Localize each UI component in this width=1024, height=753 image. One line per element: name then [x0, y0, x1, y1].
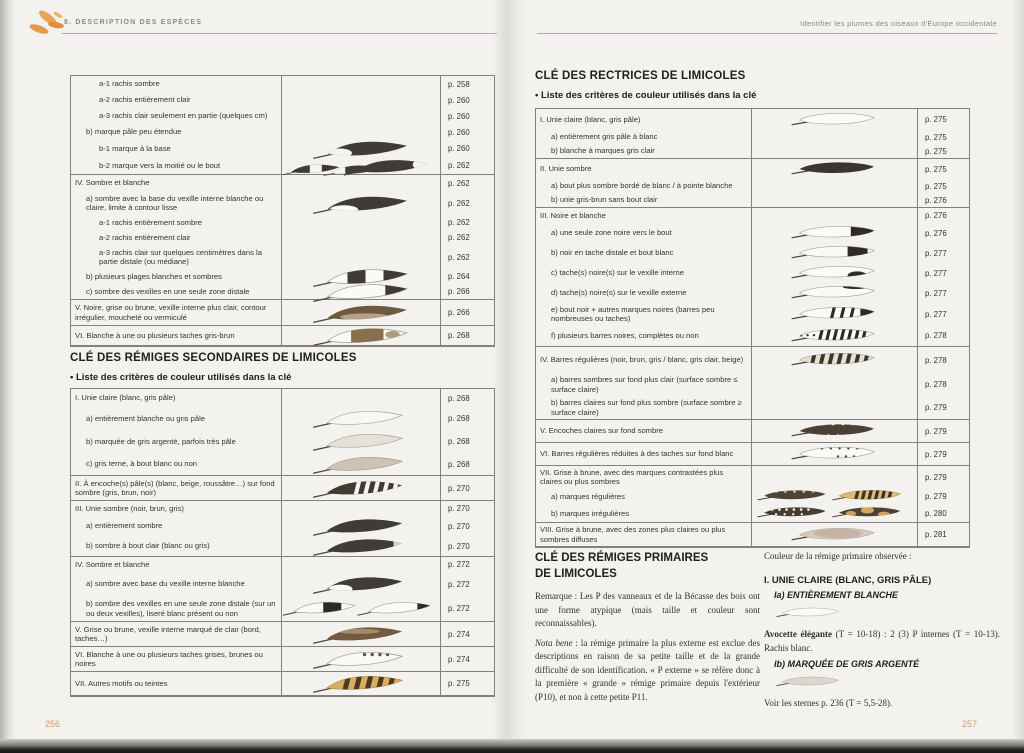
page-reference: p. 268 — [448, 459, 470, 469]
page-reference: p. 260 — [448, 95, 470, 105]
feather-image-cell — [281, 572, 440, 596]
page-reference: p. 262 — [448, 198, 470, 208]
criterion-text: b-2 marque vers la moitié ou le bout — [99, 160, 221, 170]
page-reference: p. 272 — [448, 560, 470, 569]
feather-image-cell — [751, 179, 917, 193]
criterion-text: VII. Autres motifs ou teintes — [75, 678, 168, 688]
table-row — [71, 389, 494, 407]
column-divider — [440, 76, 441, 346]
feather-image-cell — [751, 283, 917, 303]
table-row — [71, 76, 494, 92]
criterion-text: e) bout noir + autres marques noires (barres peu nombreuses ou taches) — [551, 304, 715, 323]
table-row — [536, 130, 969, 144]
remark-paragraph: Remarque : Les P des vanneaux et de la Bécasse des bois ont une forme atypique (mais taille et couleur sont reconnaissables). — [535, 591, 760, 629]
feather-illustration-icon — [780, 348, 888, 372]
feather-illustration-icon — [311, 475, 411, 502]
criteria-group — [71, 476, 494, 501]
feather-image-cell — [751, 243, 917, 263]
feather-image-cell — [751, 223, 917, 243]
left-running-head: 8. DESCRIPTION DES ESPÈCES — [64, 19, 203, 26]
criterion-text: V. Grise ou brune, vexille interne marqué de clair (bord, taches…) — [75, 624, 261, 643]
table-row — [536, 303, 969, 325]
page-reference: p. 262 — [448, 161, 470, 170]
page-reference: p. 278 — [925, 355, 947, 365]
criterion-text: a-3 rachis clair seulement en partie (quelques cm) — [99, 111, 268, 121]
feather-image-cell — [281, 407, 440, 430]
criterion-text: b) unie gris-brun sans bout clair — [551, 195, 658, 205]
page-reference: p. 275 — [925, 132, 947, 142]
feather-illustration-icon — [311, 670, 411, 697]
table-row — [71, 430, 494, 453]
page-reference: p. 268 — [448, 393, 470, 403]
feather-illustration-icon — [780, 302, 888, 326]
table-row — [536, 283, 969, 303]
criterion-text: a) bout plus sombre bordé de blanc / à pointe blanche — [551, 181, 733, 191]
criterion-text: a) barres sombres sur fond plus clair (surface sombre ≤ surface claire) — [551, 375, 738, 394]
table-row — [71, 622, 494, 646]
page-reference: p. 279 — [925, 492, 947, 501]
criterion-text: b) barres claires sur fond plus sombre (surface sombre ≥ surface claire) — [551, 398, 742, 417]
feather-illustration-icon — [780, 419, 888, 443]
criteria-group — [536, 347, 969, 420]
criterion-text: b) marquée de gris argenté, parfois très pâle — [86, 436, 236, 446]
criterion-text: b-1 marque à la base — [99, 143, 171, 153]
table-row — [71, 536, 494, 556]
page-reference: p. 270 — [448, 541, 470, 551]
table-row — [71, 407, 494, 430]
criterion-text: b) blanche à marques gris clair — [551, 146, 655, 156]
criteria-group — [536, 420, 969, 443]
page-reference: p. 274 — [448, 629, 470, 639]
criteria-group — [71, 501, 494, 557]
criterion-text: II. À encoche(s) pâle(s) (blanc, beige, roussâtre…) sur fond sombre (gris, brun, noir) — [75, 478, 275, 497]
nota-bene-paragraph — [535, 637, 760, 705]
criteria-group — [536, 208, 969, 347]
page-reference: p. 275 — [925, 146, 947, 156]
section-subtitle: • Liste des critères de couleur utilisés dans la clé — [535, 90, 757, 101]
feather-illustration-icon — [311, 533, 411, 560]
criterion-text: b) plusieurs plages blanches et sombres — [86, 271, 222, 281]
table-row — [71, 92, 494, 108]
criterion-text: III. Unie sombre (noir, brun, gris) — [75, 503, 184, 513]
criterion-text: a) marques régulières — [551, 491, 625, 501]
criteria-group — [71, 672, 494, 696]
criterion-text: III. Noire et blanche — [540, 210, 606, 220]
criterion-text: I. Unie claire (blanc, gris pâle) — [540, 114, 641, 124]
page-reference: p. 272 — [448, 604, 470, 613]
section-title-remiges-primaires-line1: CLÉ DES RÉMIGES PRIMAIRES — [535, 552, 709, 564]
right-header-rule — [537, 33, 997, 34]
page-reference: p. 258 — [448, 79, 470, 89]
criterion-text: VI. Barres régulières réduites à des taches sur fond blanc — [540, 449, 734, 459]
criterion-text: VIII. Grise à brune, avec des zones plus claires ou plus sombres diffuses — [540, 525, 726, 544]
feather-image-cell — [281, 157, 440, 174]
page-reference: p. 277 — [925, 309, 947, 319]
book-spine-shadow — [492, 0, 526, 753]
remiges-primaires-key-table — [70, 75, 495, 347]
feather-logo-icon — [28, 6, 66, 38]
feather-illustration-icon — [311, 451, 411, 478]
table-row — [536, 347, 969, 373]
feather-image-cell — [281, 596, 440, 621]
table-row — [71, 269, 494, 284]
feather-image-cell — [751, 303, 917, 325]
page-reference: p. 266 — [448, 287, 470, 296]
page-reference: p. 262 — [448, 252, 470, 262]
feather-image-cell — [281, 326, 440, 345]
page-reference: p. 277 — [925, 248, 947, 258]
table-row — [71, 647, 494, 671]
table-row — [71, 572, 494, 596]
feather-image-cell — [751, 159, 917, 179]
primary-color-key-column — [764, 551, 1000, 711]
table-row — [71, 124, 494, 140]
criterion-text: b) marques irrégulières — [551, 508, 630, 518]
table-row — [71, 215, 494, 230]
page-reference: p. 276 — [925, 195, 947, 205]
table-row — [536, 373, 969, 396]
criteria-group — [71, 647, 494, 672]
criterion-text: a-1 rachis sombre — [99, 79, 160, 89]
criterion-text: IV. Barres régulières (noir, brun, gris / blanc, gris clair, beige) — [540, 355, 744, 365]
page-reference: p. 268 — [448, 437, 470, 446]
table-row — [71, 557, 494, 572]
feather-sample-Ib — [766, 673, 1000, 693]
table-row — [71, 245, 494, 269]
feather-image-cell — [281, 476, 440, 500]
feather-illustration-icon — [307, 322, 415, 349]
criterion-text: a) entièrement sombre — [86, 521, 163, 531]
criterion-text: c) gris terne, à bout blanc ou non — [86, 459, 198, 469]
feather-image-cell — [751, 523, 917, 546]
criterion-text: a-1 rachis entièrement sombre — [99, 217, 202, 227]
page-reference: p. 266 — [448, 308, 470, 317]
feather-illustration-icon — [780, 108, 888, 132]
right-running-head: Identifier les plumes des oiseaux d'Europe occidentale — [800, 19, 997, 28]
feather-image-cell — [751, 347, 917, 373]
criterion-text: f) plusieurs barres noires, complètes ou non — [551, 330, 699, 340]
table-row — [536, 109, 969, 130]
page-reference: p. 260 — [448, 144, 470, 153]
page-reference: p. 275 — [925, 181, 947, 191]
table-row — [536, 179, 969, 193]
key-entry-I: I. UNIE CLAIRE (BLANC, GRIS PÂLE) — [764, 575, 932, 586]
table-row — [71, 326, 494, 345]
criterion-text: IV. Sombre et blanche — [75, 178, 150, 188]
criteria-group — [71, 326, 494, 346]
feather-illustration-icon — [749, 503, 919, 525]
table-row — [536, 396, 969, 419]
feather-image-cell — [751, 263, 917, 283]
criterion-text: VI. Blanche à une ou plusieurs taches gris-brun — [75, 330, 235, 340]
feather-illustration-icon — [285, 595, 437, 622]
criteria-group — [71, 300, 494, 326]
table-row — [536, 263, 969, 283]
feather-illustration-icon — [766, 673, 858, 693]
criterion-text: d) tache(s) noire(s) sur le vexille externe — [551, 288, 687, 298]
table-row — [71, 596, 494, 621]
criteria-group — [536, 466, 969, 523]
column-divider — [917, 109, 918, 547]
rectrices-key-table — [535, 108, 970, 548]
criterion-text: c) sombre des vexilles en une seule zone distale — [86, 286, 250, 296]
page-reference: p. 276 — [925, 211, 947, 220]
page-reference: p. 278 — [925, 331, 947, 340]
column-intro: Couleur de la rémige primaire observée : — [764, 551, 912, 561]
criterion-text: II. Unie sombre — [540, 164, 592, 174]
page-reference: p. 268 — [448, 414, 470, 423]
criterion-text: V. Noire, grise ou brune, vexille interne plus clair, contour irrégulier, moucheté ou vermiculé — [75, 303, 267, 322]
feather-image-cell — [751, 144, 917, 158]
table-row — [71, 453, 494, 475]
table-row — [536, 223, 969, 243]
page-reference: p. 275 — [925, 115, 947, 124]
feather-image-cell — [281, 230, 440, 245]
feather-illustration-icon — [311, 571, 411, 598]
page-left-edge-shadow — [0, 0, 16, 753]
feather-illustration-icon — [766, 604, 858, 624]
table-row — [536, 159, 969, 179]
criterion-text: VI. Blanche à une ou plusieurs taches grises, brunes ou noires — [75, 649, 263, 668]
feather-image-cell — [281, 672, 440, 695]
table-row — [71, 191, 494, 215]
criterion-text: a) sombre avec base du vexille interne blanche — [86, 579, 245, 589]
right-page-number: 257 — [962, 719, 978, 729]
table-row — [536, 208, 969, 223]
table-row — [536, 420, 969, 442]
page-reference: p. 279 — [925, 403, 947, 412]
criterion-text: I. Unie claire (blanc, gris pâle) — [75, 393, 176, 403]
table-row — [71, 501, 494, 516]
page-reference: p. 274 — [448, 654, 470, 664]
page-reference: p. 281 — [925, 530, 947, 539]
criterion-text: c) tache(s) noire(s) sur le vexille interne — [551, 268, 684, 278]
left-header-rule — [62, 33, 497, 34]
feather-illustration-icon — [780, 324, 888, 348]
feather-image-cell — [281, 108, 440, 124]
feather-illustration-icon — [307, 190, 415, 217]
page-right-edge-shadow — [1012, 0, 1024, 753]
section-title-remiges-primaires-line2: DE LIMICOLES — [535, 567, 617, 580]
criterion-text: a) entièrement gris pâle à blanc — [551, 132, 658, 142]
page-reference: p. 268 — [448, 331, 470, 340]
criteria-group — [71, 557, 494, 622]
page-reference: p. 272 — [448, 579, 470, 589]
feather-image-cell — [751, 420, 917, 442]
feather-illustration-icon — [311, 621, 411, 648]
feather-illustration-icon — [780, 523, 888, 547]
page-reference: p. 279 — [925, 426, 947, 436]
page-reference: p. 275 — [925, 164, 947, 174]
feather-image-cell — [281, 191, 440, 215]
criterion-text: a) une seule zone noire vers le bout — [551, 228, 672, 238]
table-row — [536, 523, 969, 546]
species-detail: (T = 10-18) : 2 (3) P internes (T = 10-13). Rachis blanc. — [764, 629, 1000, 653]
feather-image-cell — [751, 373, 917, 396]
table-row — [71, 108, 494, 124]
page-reference: p. 262 — [448, 178, 470, 188]
column-divider — [440, 389, 441, 696]
criterion-text: a-2 rachis entièrement clair — [99, 232, 191, 242]
feather-image-cell — [281, 215, 440, 230]
page-reference: p. 260 — [448, 111, 470, 121]
nota-bene-text: : la rémige primaire la plus externe est exclue des descriptions en raison de sa petite taille et de la grande difficulté de son identification. « P externe » se réfère donc à la première « grande » rémige primaire depuis l'extérieur (P10), et non à cette petite P11. — [535, 637, 760, 702]
page-reference: p. 279 — [925, 449, 947, 459]
criteria-group — [71, 389, 494, 476]
feather-image-cell — [751, 505, 917, 522]
criteria-group — [536, 523, 969, 547]
table-row — [71, 230, 494, 245]
section-subtitle: • Liste des critères de couleur utilisés dans la clé — [70, 372, 292, 383]
key-entry-Ib: Ib) MARQUÉE DE GRIS ARGENTÉ — [774, 659, 920, 669]
column-divider — [281, 389, 282, 696]
table-row — [536, 325, 969, 346]
table-row — [536, 243, 969, 263]
feather-illustration-icon — [311, 646, 411, 673]
page-reference: p. 264 — [448, 272, 470, 281]
table-row — [71, 516, 494, 536]
page-reference: p. 262 — [448, 233, 470, 242]
left-page-number: 256 — [45, 719, 61, 729]
feather-illustration-icon — [780, 442, 888, 466]
table-row — [71, 175, 494, 191]
feather-illustration-icon — [780, 157, 888, 181]
table-row — [71, 284, 494, 299]
table-row — [536, 144, 969, 158]
criteria-group — [536, 443, 969, 466]
page-reference: p. 260 — [448, 127, 470, 137]
page-reference: p. 277 — [925, 268, 947, 278]
feather-image-cell — [751, 443, 917, 465]
criteria-group — [536, 109, 969, 159]
feather-image-cell — [751, 396, 917, 419]
page-reference: p. 278 — [925, 380, 947, 389]
table-row — [71, 300, 494, 325]
page-reference: p. 270 — [448, 504, 470, 513]
table-row — [536, 193, 969, 207]
table-row — [536, 505, 969, 522]
criterion-text: b) sombre des vexilles en une seule zone distale (sur un ou deux vexilles), liseré blanc présent ou non — [86, 599, 276, 618]
criteria-group — [71, 76, 494, 175]
criterion-text: b) noir en tache distale et bout blanc — [551, 248, 674, 258]
page-reference: p. 275 — [448, 679, 470, 688]
sternes-paragraph: Voir les sternes p. 236 (T = 5,5-28). — [764, 698, 893, 708]
page-reference: p. 270 — [448, 483, 470, 493]
criteria-group — [71, 175, 494, 300]
feather-image-cell — [281, 647, 440, 671]
criterion-text: a) entièrement blanche ou gris pâle — [86, 413, 206, 423]
key-entry-Ia: Ia) ENTIÈREMENT BLANCHE — [774, 590, 899, 600]
page-reference: p. 280 — [925, 509, 947, 518]
remiges-secondaires-key-table — [70, 388, 495, 697]
table-row — [71, 157, 494, 174]
book-bottom-edge — [0, 739, 1024, 753]
feather-image-cell — [281, 92, 440, 108]
feather-image-cell — [751, 130, 917, 144]
section-title-remiges-secondaires: CLÉ DES RÉMIGES SECONDAIRES DE LIMICOLES — [70, 352, 357, 364]
feather-image-cell — [751, 193, 917, 207]
criterion-text: a-3 rachis clair sur quelques centimètres dans la partie distale (ou médiane) — [99, 247, 262, 266]
page-reference: p. 279 — [925, 472, 947, 482]
criterion-text: IV. Sombre et blanche — [75, 559, 150, 569]
criterion-text: b) sombre à bout clair (blanc ou gris) — [86, 541, 210, 551]
feather-image-cell — [281, 536, 440, 556]
feather-image-cell — [281, 76, 440, 92]
column-divider — [281, 76, 282, 346]
page-reference: p. 276 — [925, 228, 947, 238]
criterion-text: a-2 rachis entièrement clair — [99, 95, 191, 105]
feather-image-cell — [281, 284, 440, 299]
page-reference: p. 262 — [448, 218, 470, 227]
criterion-text: b) marque pâle peu étendue — [86, 127, 182, 137]
page-reference: p. 277 — [925, 288, 947, 298]
criteria-group — [536, 159, 969, 208]
nota-bene-label: Nota bene — [535, 637, 573, 648]
criterion-text: V. Encoches claires sur fond sombre — [540, 426, 663, 436]
feather-image-cell — [751, 325, 917, 346]
table-row — [71, 672, 494, 695]
criteria-group — [71, 622, 494, 647]
feather-sample-Ia — [766, 604, 1000, 624]
species-name: Avocette élégante — [764, 629, 832, 639]
criterion-text: a) sombre avec la base du vexille interne blanche ou claire, limite à contour lisse — [86, 193, 264, 212]
criterion-text: VII. Grise à brune, avec des marques contrastées plus claires ou plus sombres — [540, 467, 724, 486]
table-row — [536, 443, 969, 465]
feather-image-cell — [751, 109, 917, 130]
avocette-paragraph — [764, 628, 1000, 655]
section-title-rectrices: CLÉ DES RECTRICES DE LIMICOLES — [535, 70, 746, 82]
table-row — [71, 476, 494, 500]
page-reference: p. 270 — [448, 521, 470, 531]
feather-image-cell — [281, 622, 440, 646]
feather-image-cell — [281, 453, 440, 475]
remiges-primaires-section — [535, 551, 760, 704]
column-divider — [751, 109, 752, 547]
